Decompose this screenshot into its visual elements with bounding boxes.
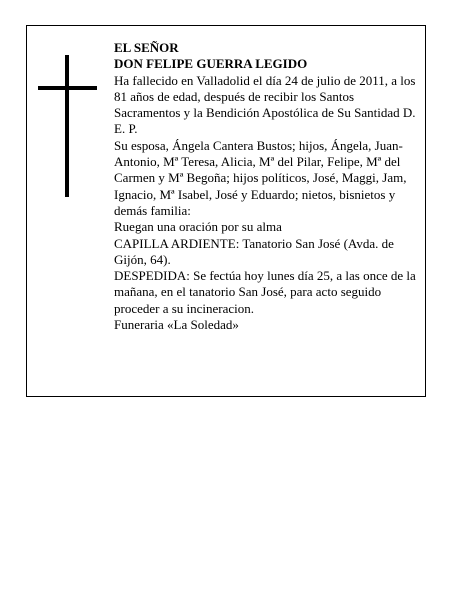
cross-horizontal-bar: [38, 86, 97, 90]
farewell-info: DESPEDIDA: Se fectúa hoy lunes día 25, a las once de la mañana, en el tanatorio San José, para acto seguido proceder a su incineracion.: [114, 268, 416, 316]
family-list: Su esposa, Ángela Cantera Bustos; hijos, Ángela, Juan-Antonio, Mª Teresa, Alicia, Mª del Pilar, Felipe, Mª del Carmen y Mª Begoña; hijos políticos, José, Maggi, Jam, Ignacio, Mª Isabel, José y Eduardo; nietos, bisnietos y demás familia:: [114, 137, 407, 218]
cross-vertical-bar: [65, 55, 69, 197]
deceased-name: DON FELIPE GUERRA LEGIDO: [114, 56, 308, 72]
obituary-notice: [26, 25, 426, 397]
chapel-info: CAPILLA ARDIENTE: Tanatorio San José (Avda. de Gijón, 64).: [114, 235, 394, 267]
cross-icon: [38, 55, 97, 197]
notice-title-line-1: EL SEÑOR: [114, 40, 179, 55]
obituary-text: [114, 40, 421, 333]
death-announcement: Ha fallecido en Valladolid el día 24 de julio de 2011, a los 81 años de edad, después de recibir los Santos Sacramentos y la Bendición Apostólica de Su Santidad D. E. P.: [114, 72, 416, 137]
prayer-request: Ruegan una oración por su alma: [114, 219, 282, 235]
funeral-home: Funeraria «La Soledad»: [114, 317, 239, 333]
